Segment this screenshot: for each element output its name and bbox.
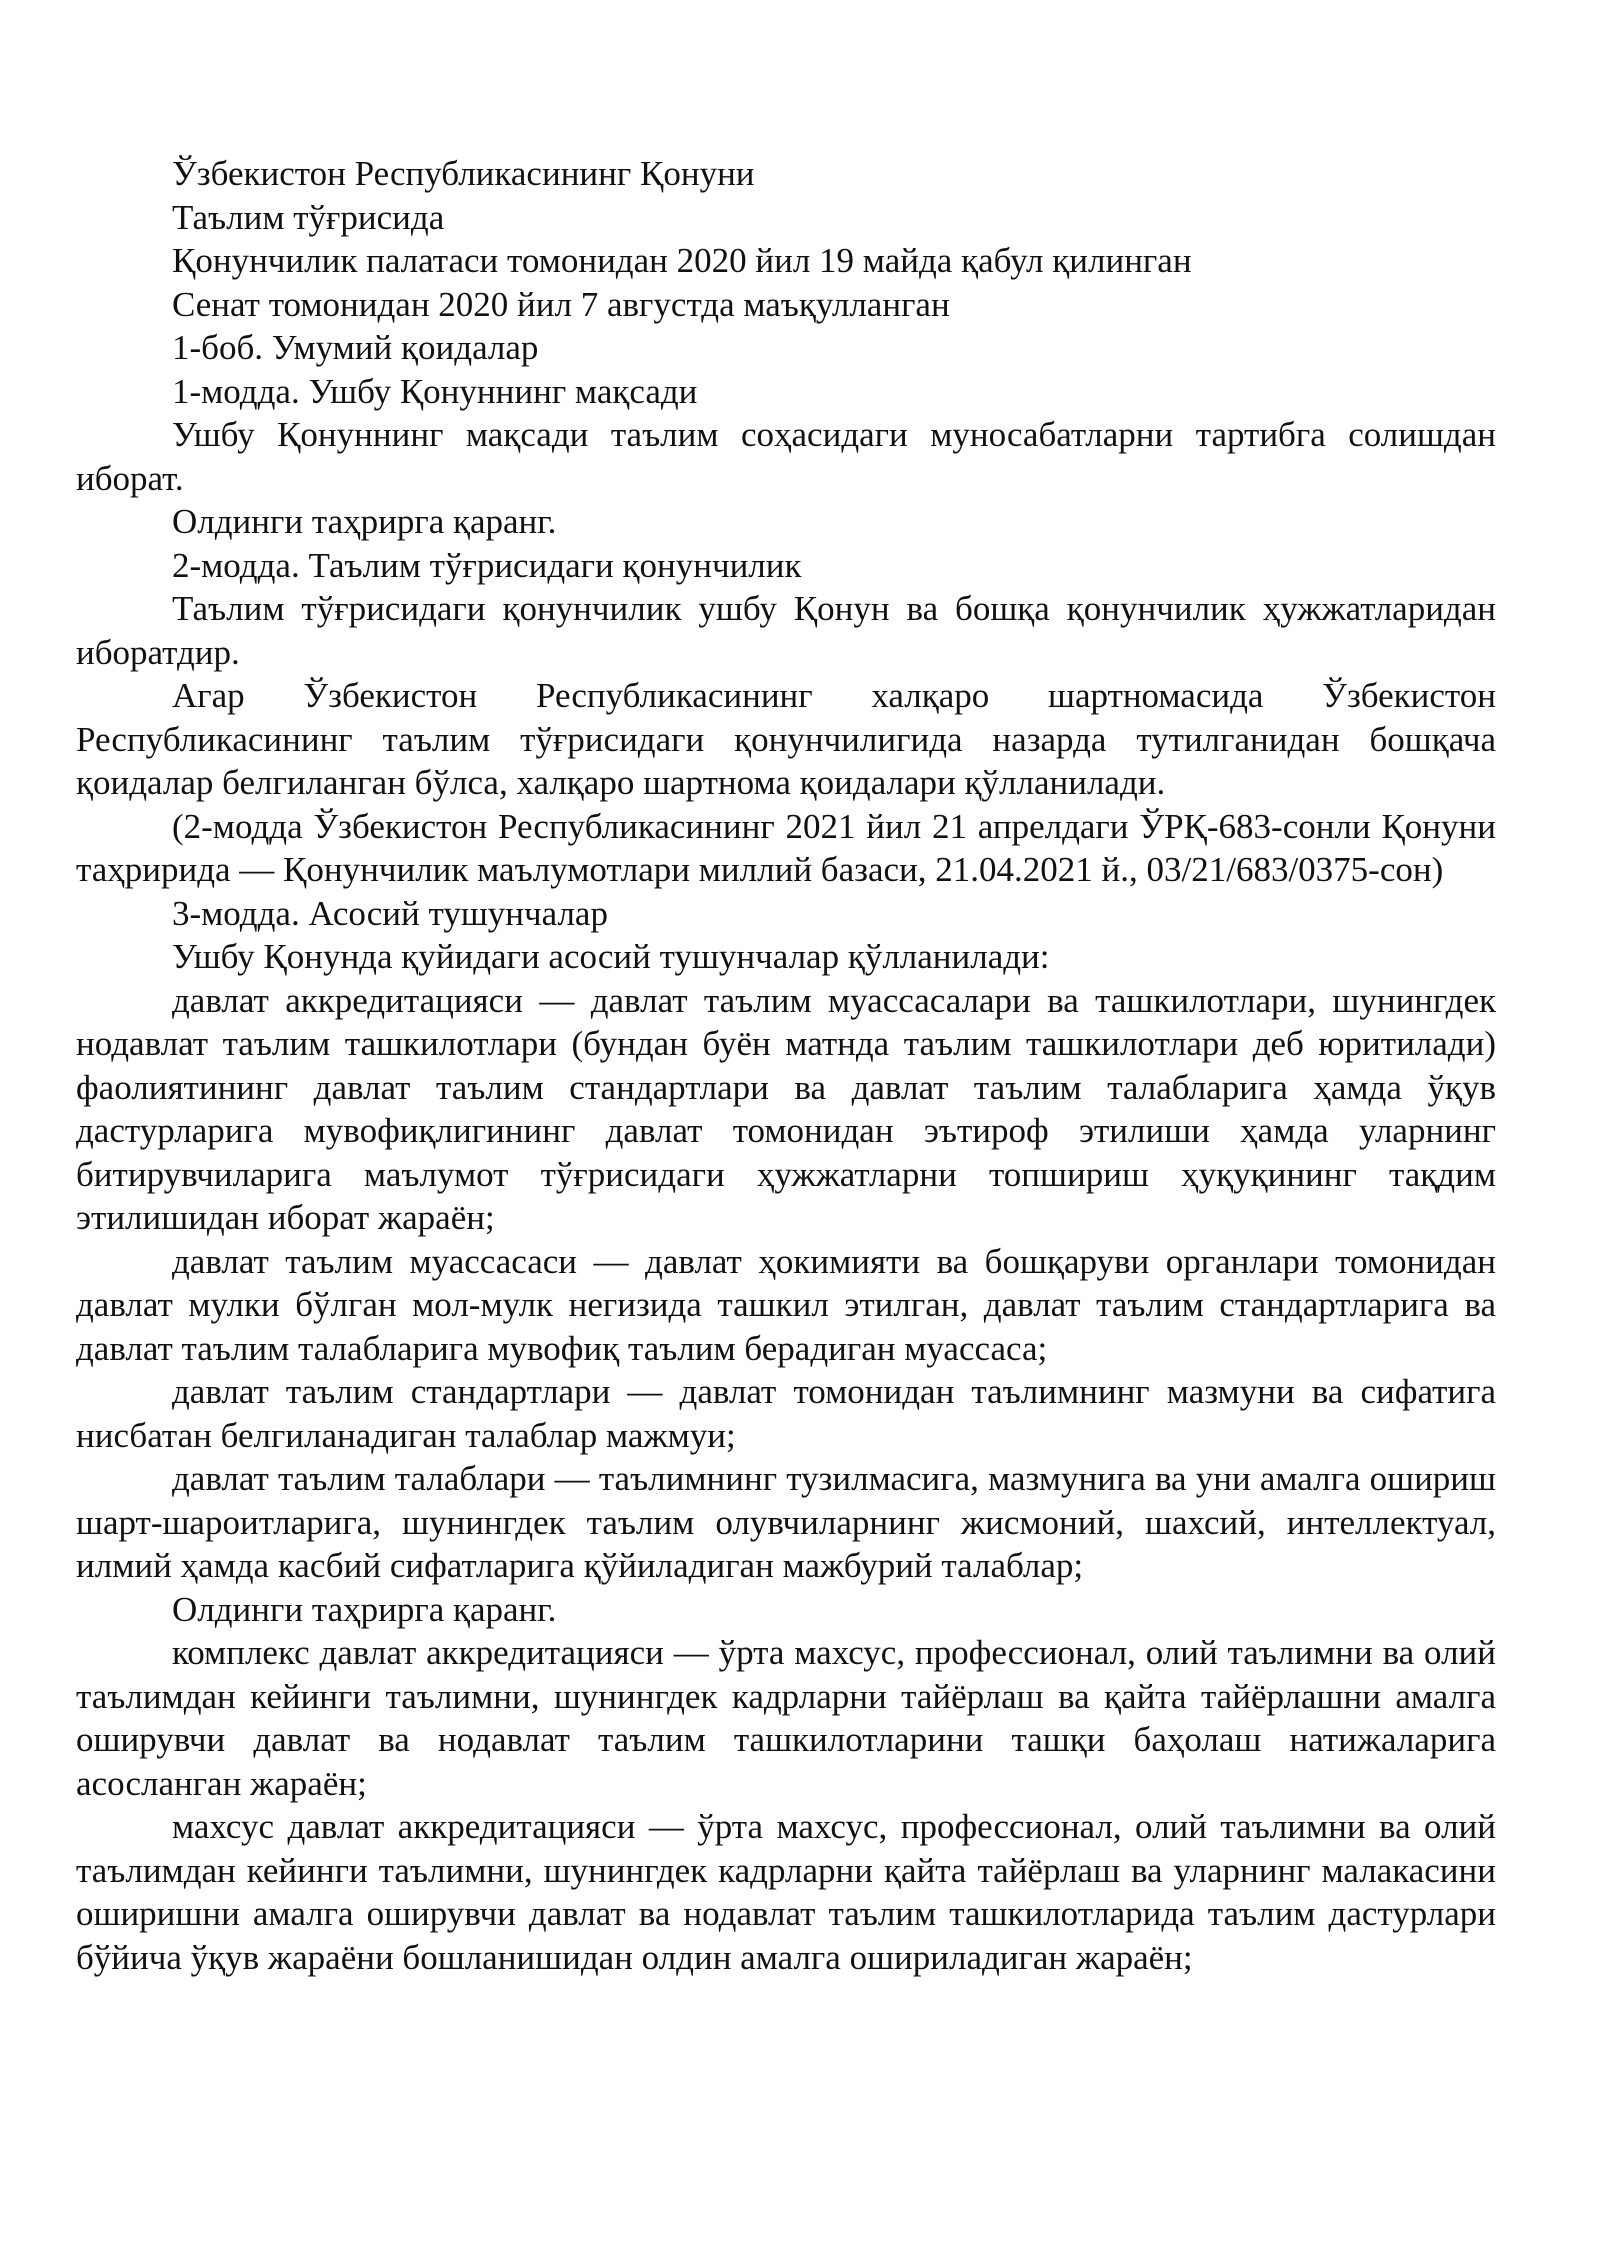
approval-note-senate: Сенат томонидан 2020 йил 7 августда маъқулланган [172,284,950,324]
law-subject: Таълим тўғрисида [172,197,445,237]
adoption-note-legislative-chamber: Қонунчилик палатаси томонидан 2020 йил 19 майда қабул қилинган [172,241,1192,280]
definition-paragraph: комплекс давлат аккредитацияси — ўрта махсус, профессионал, олий таълимни ва олий таълимдан кейинги таълимни, шунингдек кадрларни тайёрлаш ва қайта тайёрлашни амалга оширувчи давлат ва нодавлат таълим ташкилотларини ташқи баҳолаш натижаларига асосланган жараён; [76,1633,1496,1803]
definition-paragraph: давлат таълим талаблари — таълимнинг тузилмасига, мазмунига ва уни амалга ошириш шарт-шароитларига, шунингдек таълим олувчиларнинг жисмоний, шахсий, интеллектуал, илмий ҳамда касбий сифатларига қўйиладиган мажбурий талаблар; [76,1459,1496,1585]
definition-paragraph: давлат таълим муассасаси — давлат ҳокимияти ва бошқаруви органлари томонидан давлат мулки бўлган мол-мулк негизида ташкил этилган, давлат таълим стандартларига ва давлат таълим талабларига мувофиқ таълим берадиган муассаса; [76,1241,1496,1368]
definition-paragraph: махсус давлат аккредитацияси — ўрта махсус, профессионал, олий таълимни ва олий таълимдан кейинги таълимни, шунингдек кадрларни қайта тайёрлаш ва уларнинг малакасини оширишни амалга оширувчи давлат ва нодавлат таълим ташкилотларида таълим дастурлари бўйича ўқув жараёни бошланишидан олдин амалга ошириладиган жараён; [76,1807,1496,1977]
article-2-paragraph: Таълим тўғрисидаги қонунчилик ушбу Қонун ва бошқа қонунчилик ҳужжатларидан иборатдир. [76,589,1496,672]
article-3-intro: Ушбу Қонунда қуйидаги асосий тушунчалар қўлланилади: [172,937,1050,976]
previous-edition-link[interactable]: Олдинги таҳрирга қаранг. [172,1589,557,1629]
law-title: Ўзбекистон Республикасининг Қонуни [172,154,755,193]
article-2-paragraph: Агар Ўзбекистон Республикасининг халқаро шартномасида Ўзбекистон Республикасининг таълим тўғрисидаги қонунчилигида назарда тутилганидан бошқача қоидалар белгиланган бўлса, халқаро шартнома қоидалари қўлланилади. [76,676,1496,802]
chapter-1-heading: 1-боб. Умумий қоидалар [172,328,539,367]
previous-edition-link[interactable]: Олдинги таҳрирга қаранг. [172,502,557,541]
definition-paragraph: давлат таълим стандартлари — давлат томонидан таълимнинг мазмуни ва сифатига нисбатан белгиланадиган талаблар мажмуи; [76,1372,1496,1455]
article-1-text: Ушбу Қонуннинг мақсади таълим соҳасидаги муносабатларни тартибга солишдан иборат. [76,415,1496,498]
article-1-heading: 1-модда. Ушбу Қонуннинг мақсади [172,371,698,411]
article-2-amendment-note: (2-модда Ўзбекистон Республикасининг 2021 йил 21 апрелдаги ЎРҚ-683-сонли Қонуни таҳририда — Қонунчилик маълумотлари миллий базаси, 21.04.2021 й., 03/21/683/0375-сон) [76,806,1496,889]
definition-paragraph: давлат аккредитацияси — давлат таълим муассасалари ва ташкилотлари, шунингдек нодавлат таълим ташкилотлари (бундан буён матнда таълим ташкилотлари деб юритилади) фаолиятининг давлат таълим стандартлари ва давлат таълим талабларига ҳамда ўқув дастурларига мувофиқлигининг давлат томонидан эътироф этилиши ҳамда уларнинг битирувчиларига маълумот тўғрисидаги ҳужжатларни топшириш ҳуқуқининг тақдим этилишидан иборат жараён; [76,980,1496,1237]
document-page [76,152,1496,1979]
article-3-heading: 3-модда. Асосий тушунчалар [172,893,608,933]
article-2-heading: 2-модда. Таълим тўғрисидаги қонунчилик [172,545,802,585]
